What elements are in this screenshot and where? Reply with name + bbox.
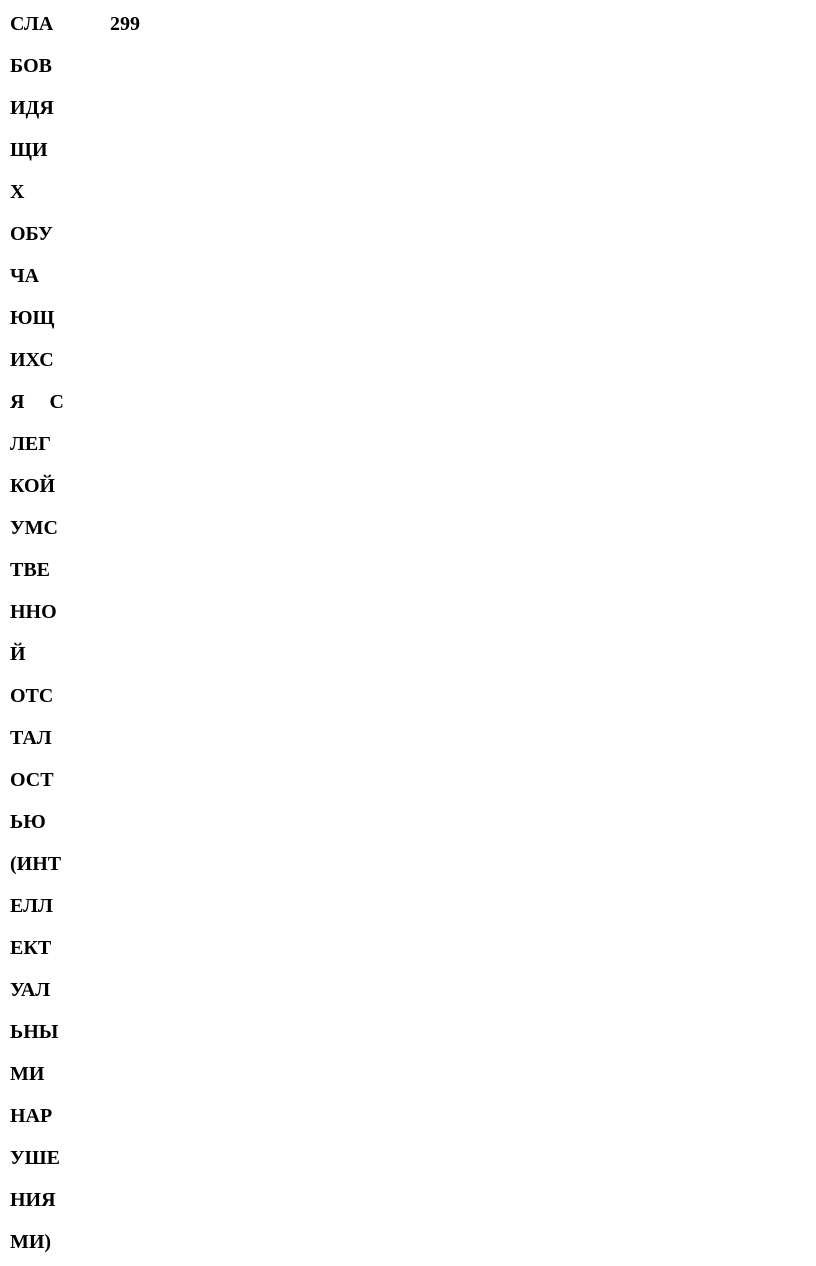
text-line: УМС bbox=[10, 517, 58, 539]
text-line: ЮЩ bbox=[10, 307, 55, 329]
text-line: ОТС bbox=[10, 685, 54, 707]
text-line: ИДЯ bbox=[10, 97, 54, 119]
text-line: (ИНТ bbox=[10, 853, 62, 875]
narrow-text-column bbox=[10, 3, 90, 1263]
text-line: УШЕ bbox=[10, 1147, 60, 1169]
text-line: НАР bbox=[10, 1105, 53, 1127]
text-line: ННО bbox=[10, 601, 57, 623]
text-line: Й bbox=[10, 643, 26, 665]
text-line: ТАЛ bbox=[10, 727, 52, 749]
text-line: ЧА bbox=[10, 265, 40, 287]
text-line: МИ) bbox=[10, 1231, 52, 1253]
text-line: ТВЕ bbox=[10, 559, 51, 581]
text-line: ЕЛЛ bbox=[10, 895, 53, 917]
text-line: ЕКТ bbox=[10, 937, 52, 959]
text-line: НИЯ bbox=[10, 1189, 56, 1211]
text-line: ОБУ bbox=[10, 223, 53, 245]
text-line: УАЛ bbox=[10, 979, 51, 1001]
text-line: ЛЕГ bbox=[10, 433, 51, 455]
text-line: ЬЮ bbox=[10, 811, 46, 833]
text-line: МИ bbox=[10, 1063, 45, 1085]
text-line: ИХС bbox=[10, 349, 54, 371]
text-line: ОСТ bbox=[10, 769, 54, 791]
text-line: Я С bbox=[10, 391, 64, 413]
text-line: КОЙ bbox=[10, 475, 56, 497]
page-number: 299 bbox=[110, 13, 140, 35]
text-line: Х bbox=[10, 181, 25, 203]
text-line: СЛА bbox=[10, 13, 54, 35]
text-line: ЬНЫ bbox=[10, 1021, 59, 1043]
text-line: ЩИ bbox=[10, 139, 48, 161]
text-line: БОВ bbox=[10, 55, 52, 77]
